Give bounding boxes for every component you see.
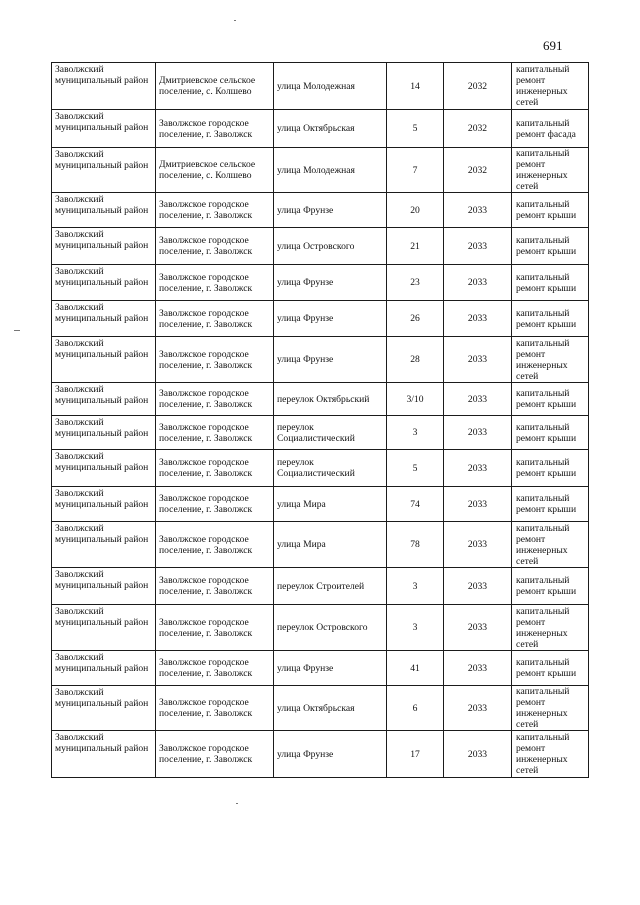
district-cell: Заволжский муниципальный район (52, 337, 156, 383)
year-cell: 2032 (444, 110, 512, 148)
district-cell: Заволжский муниципальный район (52, 487, 156, 522)
scan-speck (234, 20, 236, 21)
table-row (52, 301, 589, 337)
year-cell: 2033 (444, 193, 512, 228)
street-cell: улица Мира (274, 522, 387, 568)
street-cell: переулок Октябрьский (274, 383, 387, 416)
work-type-cell: капитальный ремонт крыши (512, 568, 589, 605)
street-cell: улица Фрунзе (274, 193, 387, 228)
street-cell: улица Фрунзе (274, 301, 387, 337)
table-row (52, 110, 589, 148)
settlement-cell: Заволжское городское поселение, г. Заволжск (156, 265, 274, 301)
work-type-cell: капитальный ремонт крыши (512, 228, 589, 265)
year-cell: 2033 (444, 416, 512, 450)
table-row (52, 193, 589, 228)
house-number-cell: 23 (387, 265, 444, 301)
table-row (52, 605, 589, 651)
year-cell: 2033 (444, 265, 512, 301)
settlement-cell: Заволжское городское поселение, г. Заволжск (156, 731, 274, 778)
house-number-cell: 28 (387, 337, 444, 383)
district-cell: Заволжский муниципальный район (52, 383, 156, 416)
table-row (52, 228, 589, 265)
street-cell: переулок Социалистический (274, 416, 387, 450)
street-cell: переулок Островского (274, 605, 387, 651)
settlement-cell: Заволжское городское поселение, г. Заволжск (156, 228, 274, 265)
house-number-cell: 26 (387, 301, 444, 337)
year-cell: 2033 (444, 686, 512, 731)
district-cell: Заволжский муниципальный район (52, 228, 156, 265)
house-number-cell: 3 (387, 568, 444, 605)
work-type-cell: капитальный ремонт крыши (512, 383, 589, 416)
district-cell: Заволжский муниципальный район (52, 301, 156, 337)
table-row (52, 337, 589, 383)
settlement-cell: Заволжское городское поселение, г. Заволжск (156, 487, 274, 522)
table-row (52, 487, 589, 522)
house-number-cell: 21 (387, 228, 444, 265)
work-type-cell: капитальный ремонт инженерных сетей (512, 731, 589, 778)
year-cell: 2033 (444, 605, 512, 651)
district-cell: Заволжский муниципальный район (52, 148, 156, 193)
house-number-cell: 17 (387, 731, 444, 778)
settlement-cell: Заволжское городское поселение, г. Заволжск (156, 605, 274, 651)
street-cell: улица Мира (274, 487, 387, 522)
table-row (52, 148, 589, 193)
scan-speck (14, 330, 20, 331)
table-row (52, 63, 589, 110)
settlement-cell: Заволжское городское поселение, г. Заволжск (156, 568, 274, 605)
work-type-cell: капитальный ремонт крыши (512, 193, 589, 228)
district-cell: Заволжский муниципальный район (52, 605, 156, 651)
house-number-cell: 6 (387, 686, 444, 731)
street-cell: улица Октябрьская (274, 110, 387, 148)
house-number-cell: 3/10 (387, 383, 444, 416)
settlement-cell: Заволжское городское поселение, г. Заволжск (156, 193, 274, 228)
street-cell: улица Фрунзе (274, 265, 387, 301)
house-number-cell: 41 (387, 651, 444, 686)
district-cell: Заволжский муниципальный район (52, 265, 156, 301)
year-cell: 2033 (444, 301, 512, 337)
house-number-cell: 78 (387, 522, 444, 568)
scan-speck (236, 803, 238, 804)
table-row (52, 383, 589, 416)
table-body (52, 63, 589, 778)
settlement-cell: Заволжское городское поселение, г. Заволжск (156, 337, 274, 383)
street-cell: переулок Социалистический (274, 450, 387, 487)
year-cell: 2033 (444, 487, 512, 522)
settlement-cell: Заволжское городское поселение, г. Заволжск (156, 301, 274, 337)
house-number-cell: 20 (387, 193, 444, 228)
street-cell: улица Октябрьская (274, 686, 387, 731)
house-number-cell: 3 (387, 605, 444, 651)
year-cell: 2033 (444, 383, 512, 416)
table-row (52, 522, 589, 568)
table-row (52, 651, 589, 686)
document-table-container (51, 62, 588, 778)
settlement-cell: Заволжское городское поселение, г. Заволжск (156, 110, 274, 148)
table-row (52, 416, 589, 450)
house-number-cell: 74 (387, 487, 444, 522)
work-type-cell: капитальный ремонт крыши (512, 301, 589, 337)
house-number-cell: 3 (387, 416, 444, 450)
work-type-cell: капитальный ремонт крыши (512, 651, 589, 686)
work-type-cell: капитальный ремонт крыши (512, 487, 589, 522)
table-row (52, 568, 589, 605)
street-cell: улица Молодежная (274, 148, 387, 193)
work-type-cell: капитальный ремонт инженерных сетей (512, 148, 589, 193)
district-cell: Заволжский муниципальный район (52, 651, 156, 686)
street-cell: улица Фрунзе (274, 651, 387, 686)
housing-repair-table (51, 62, 589, 778)
settlement-cell: Заволжское городское поселение, г. Заволжск (156, 522, 274, 568)
year-cell: 2033 (444, 450, 512, 487)
year-cell: 2033 (444, 568, 512, 605)
settlement-cell: Заволжское городское поселение, г. Заволжск (156, 416, 274, 450)
house-number-cell: 14 (387, 63, 444, 110)
work-type-cell: капитальный ремонт инженерных сетей (512, 522, 589, 568)
table-row (52, 450, 589, 487)
house-number-cell: 5 (387, 450, 444, 487)
year-cell: 2033 (444, 731, 512, 778)
settlement-cell: Дмитриевское сельское поселение, с. Колшево (156, 63, 274, 110)
street-cell: переулок Строителей (274, 568, 387, 605)
year-cell: 2033 (444, 651, 512, 686)
year-cell: 2032 (444, 148, 512, 193)
district-cell: Заволжский муниципальный район (52, 568, 156, 605)
year-cell: 2033 (444, 522, 512, 568)
district-cell: Заволжский муниципальный район (52, 110, 156, 148)
work-type-cell: капитальный ремонт инженерных сетей (512, 605, 589, 651)
year-cell: 2032 (444, 63, 512, 110)
district-cell: Заволжский муниципальный район (52, 416, 156, 450)
table-row (52, 265, 589, 301)
work-type-cell: капитальный ремонт крыши (512, 416, 589, 450)
work-type-cell: капитальный ремонт инженерных сетей (512, 337, 589, 383)
settlement-cell: Заволжское городское поселение, г. Заволжск (156, 383, 274, 416)
street-cell: улица Молодежная (274, 63, 387, 110)
settlement-cell: Дмитриевское сельское поселение, с. Колшево (156, 148, 274, 193)
work-type-cell: капитальный ремонт крыши (512, 450, 589, 487)
table-row (52, 686, 589, 731)
settlement-cell: Заволжское городское поселение, г. Заволжск (156, 651, 274, 686)
year-cell: 2033 (444, 337, 512, 383)
street-cell: улица Фрунзе (274, 731, 387, 778)
street-cell: улица Островского (274, 228, 387, 265)
work-type-cell: капитальный ремонт инженерных сетей (512, 686, 589, 731)
work-type-cell: капитальный ремонт фасада (512, 110, 589, 148)
district-cell: Заволжский муниципальный район (52, 193, 156, 228)
district-cell: Заволжский муниципальный район (52, 450, 156, 487)
year-cell: 2033 (444, 228, 512, 265)
table-row (52, 731, 589, 778)
work-type-cell: капитальный ремонт крыши (512, 265, 589, 301)
work-type-cell: капитальный ремонт инженерных сетей (512, 63, 589, 110)
settlement-cell: Заволжское городское поселение, г. Заволжск (156, 450, 274, 487)
house-number-cell: 7 (387, 148, 444, 193)
page-number: 691 (543, 38, 563, 53)
district-cell: Заволжский муниципальный район (52, 731, 156, 778)
house-number-cell: 5 (387, 110, 444, 148)
district-cell: Заволжский муниципальный район (52, 522, 156, 568)
street-cell: улица Фрунзе (274, 337, 387, 383)
settlement-cell: Заволжское городское поселение, г. Заволжск (156, 686, 274, 731)
district-cell: Заволжский муниципальный район (52, 63, 156, 110)
district-cell: Заволжский муниципальный район (52, 686, 156, 731)
